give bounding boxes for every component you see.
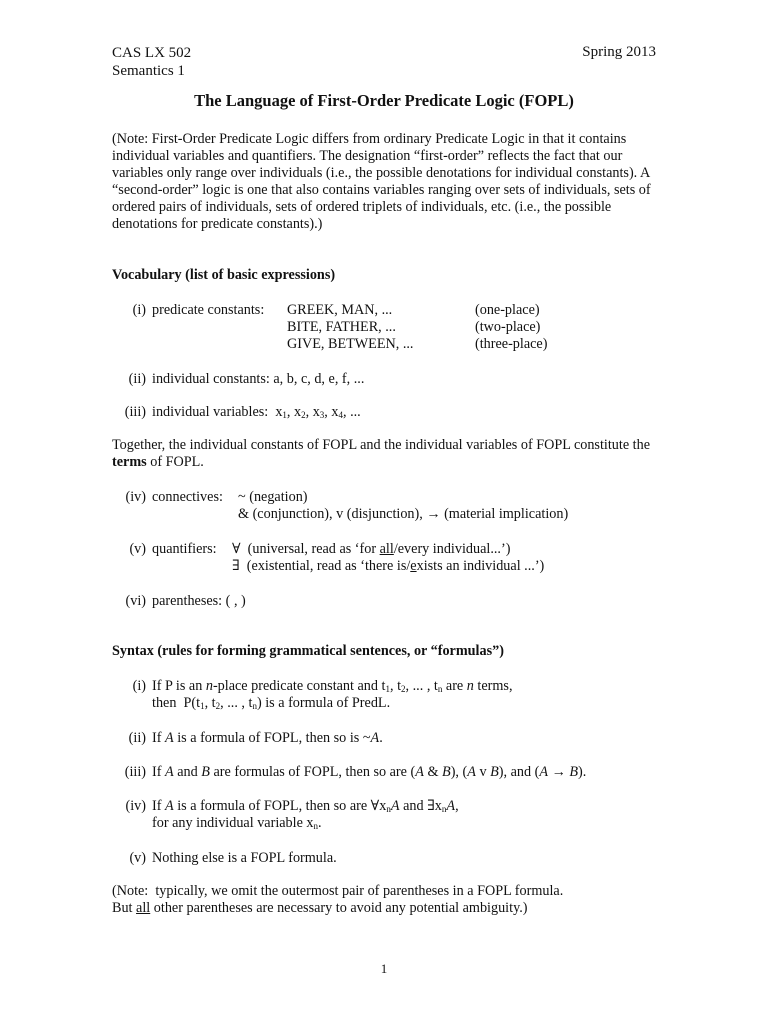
item-number: (iii) xyxy=(124,404,146,420)
vocab-item-vi xyxy=(112,593,246,610)
item-number: (i) xyxy=(132,302,146,318)
rule-number: (iii) xyxy=(124,764,146,780)
syntax-heading: Syntax (rules for forming grammatical sentences, or “formulas”) xyxy=(112,643,504,659)
vocabulary-heading: Vocabulary (list of basic expressions) xyxy=(112,267,336,283)
vocab-item-i xyxy=(112,302,264,319)
item-label: individual variables: xyxy=(152,404,269,420)
syntax-rule-v xyxy=(112,850,337,867)
quantifier-universal: ∀ (universal, read as ‘for all/every individual...’) xyxy=(232,541,511,557)
syntax-rule-i-cont: then $P(t_1$, $t_2$, ... , $t_n$) is a formula of PredL. xyxy=(152,695,391,711)
pred-names-3: GIVE, BETWEEN, ... xyxy=(287,336,414,352)
syntax-rule-iv-cont: for any individual variable $x_n$. xyxy=(152,815,322,831)
syntax-rule-iv: (iv) If A is a formula of FOPL, then so are $\forall x_nA$ and $\exists x_nA$, xyxy=(112,798,459,815)
header-left xyxy=(112,44,191,80)
item-number: (v) xyxy=(129,541,146,557)
forall-symbol: ∀ xyxy=(232,541,241,557)
terms-paragraph: Together, the individual constants of FOPL and the individual variables of FOPL constitute the terms of FOPL. xyxy=(112,437,650,470)
syntax-rule-i: (i) If P is an n-place predicate constant and $t_1$, $t_2$, ... , $t_n$ are n terms, xyxy=(112,678,513,695)
item-text: parentheses: ( , ) xyxy=(152,593,246,609)
quantifier-existential: ∃ (existential, read as ‘there is/exists an individual ...’) xyxy=(232,558,545,574)
rule-number: (v) xyxy=(129,850,146,866)
vocab-item-ii xyxy=(112,371,364,388)
syntax-rule-ii: (ii) If A is a formula of FOPL, then so is ~A. xyxy=(112,730,383,747)
course-code: CAS LX 502 xyxy=(112,45,192,61)
term: Spring 2013 xyxy=(582,44,656,60)
item-label: predicate constants: xyxy=(152,302,265,318)
vocab-item-iv xyxy=(112,489,223,506)
vocab-item-iii xyxy=(112,404,361,421)
variables-list: $x_1$, $x_2$, $x_3$, $x_4$, ... xyxy=(271,404,361,420)
pred-places-2: (two-place) xyxy=(475,319,541,335)
page-title: The Language of First-Order Predicate Logic (FOPL) xyxy=(194,91,574,110)
item-label: connectives: xyxy=(152,489,223,505)
rule-number: (i) xyxy=(132,678,146,694)
rule-number: (ii) xyxy=(128,730,146,746)
item-text: individual constants: a, b, c, d, e, f, ... xyxy=(152,371,365,387)
item-number: (iv) xyxy=(125,489,146,505)
pred-places-1: (one-place) xyxy=(475,302,540,318)
terms-keyword: terms xyxy=(112,454,147,470)
connective-others: & (conjunction), v (disjunction), → (material implication) xyxy=(238,506,569,522)
item-label: quantifiers: xyxy=(152,541,217,557)
exists-symbol: ∃ xyxy=(232,558,240,574)
pred-names-2: BITE, FATHER, ... xyxy=(287,319,396,335)
course-subtitle: Semantics 1 xyxy=(112,63,185,79)
vocab-item-v xyxy=(112,541,217,558)
connective-negation: ~ (negation) xyxy=(238,489,308,505)
pred-names-1: GREEK, MAN, ... xyxy=(287,302,393,318)
closing-note: (Note: typically, we omit the outermost pair of parentheses in a FOPL formula. But all other parentheses are necessary to avoid any potential ambiguity.) xyxy=(112,883,564,916)
intro-note: (Note: First-Order Predicate Logic differs from ordinary Predicate Logic in that it contains individual variables and quantifiers. The designation “first-order” reflects the fact that our variables only range over individuals (i.e., the possible denotations for individual constants). A “second-order” logic is one that also contains variables ranging over sets of individuals, sets of ordered pairs of individuals, sets of ordered triplets of individuals, etc. (i.e., the possible denotations for predicate constants).) xyxy=(112,131,651,232)
page-number: 1 xyxy=(380,961,388,976)
syntax-rule-iii: (iii) If A and B are formulas of FOPL, then so are (A & B), (A v B), and (A → B). xyxy=(112,764,586,781)
item-number: (vi) xyxy=(125,593,146,609)
rule-text: Nothing else is a FOPL formula. xyxy=(152,850,337,866)
item-number: (ii) xyxy=(128,371,146,387)
pred-places-3: (three-place) xyxy=(475,336,548,352)
rule-number: (iv) xyxy=(125,798,146,814)
